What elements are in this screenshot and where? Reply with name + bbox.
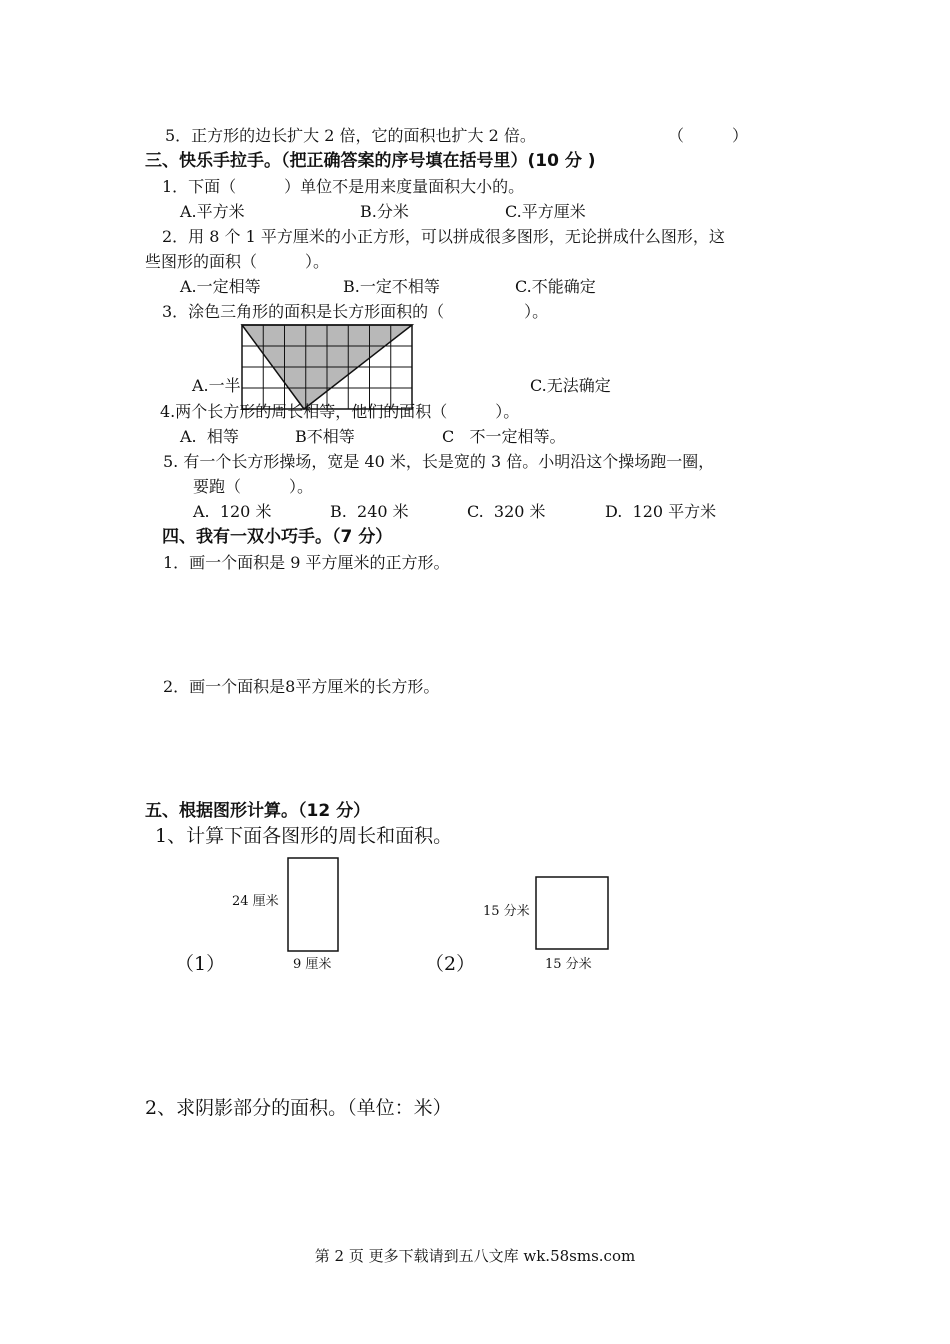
option: A. 相等: [180, 427, 239, 446]
question-3-4: 4.两个长方形的周长相等，他们的面积（ ）。: [160, 402, 520, 421]
fig1-height-label: 24 厘米: [232, 894, 279, 909]
question-2-5: 5．正方形的边长扩大 2 倍，它的面积也扩大 2 倍。: [165, 126, 536, 145]
option: B. 240 米: [330, 502, 409, 521]
option: A. 120 米: [193, 502, 272, 521]
option: A.一定相等: [180, 277, 261, 296]
question-3-5-line1: 5. 有一个长方形操场，宽是 40 米，长是宽的 3 倍。小明沿这个操场跑一圈，: [163, 452, 715, 471]
question-3-5-line2: 要跑（ ）。: [193, 477, 314, 496]
rectangle-figure: [287, 857, 340, 953]
question-4-1: 1．画一个面积是 9 平方厘米的正方形。: [163, 553, 450, 572]
answer-blank: （ ）: [668, 126, 749, 145]
option: C.不能确定: [515, 277, 596, 296]
grid-triangle-figure: [240, 323, 415, 411]
option-a: A.一半: [192, 376, 241, 395]
question-4-2: 2．画一个面积是8平方厘米的长方形。: [163, 677, 440, 696]
option: B.分米: [360, 202, 409, 221]
section-5-title: 五、根据图形计算。（12 分）: [145, 801, 371, 821]
option-c: C.无法确定: [530, 376, 611, 395]
question-3-2-line1: 2．用 8 个 1 平方厘米的小正方形，可以拼成很多图形，无论拼成什么图形，这: [162, 227, 725, 246]
fig2-height-label: 15 分米: [483, 904, 530, 919]
option: D. 120 平方米: [605, 502, 717, 521]
option: C. 320 米: [467, 502, 546, 521]
question-5-1: 1、计算下面各图形的周长和面积。: [155, 825, 453, 847]
option: C.平方厘米: [505, 202, 586, 221]
option: B.一定不相等: [343, 277, 440, 296]
section-3-title: 三、快乐手拉手。（把正确答案的序号填在括号里）(10 分 ): [145, 151, 596, 171]
page-footer: 第 2 页 更多下载请到五八文库 wk.58sms.com: [314, 1247, 636, 1265]
square-figure: [535, 876, 611, 952]
question-3-2-line2: 些图形的面积（ ）。: [145, 252, 330, 271]
fig2-label: （2）: [425, 953, 476, 975]
section-4-title: 四、我有一双小巧手。（7 分）: [162, 527, 393, 547]
question-3-1: 1．下面（ ）单位不是用来度量面积大小的。: [162, 177, 525, 196]
fig1-label: （1）: [175, 953, 226, 975]
option: B不相等: [295, 427, 355, 446]
fig1-width-label: 9 厘米: [293, 957, 332, 972]
question-5-2: 2、求阴影部分的面积。（单位：米）: [145, 1097, 452, 1119]
option: C 不一定相等。: [442, 427, 566, 446]
question-3-3: 3．涂色三角形的面积是长方形面积的（ ）。: [162, 302, 549, 321]
option: A.平方米: [180, 202, 245, 221]
fig2-width-label: 15 分米: [545, 957, 592, 972]
